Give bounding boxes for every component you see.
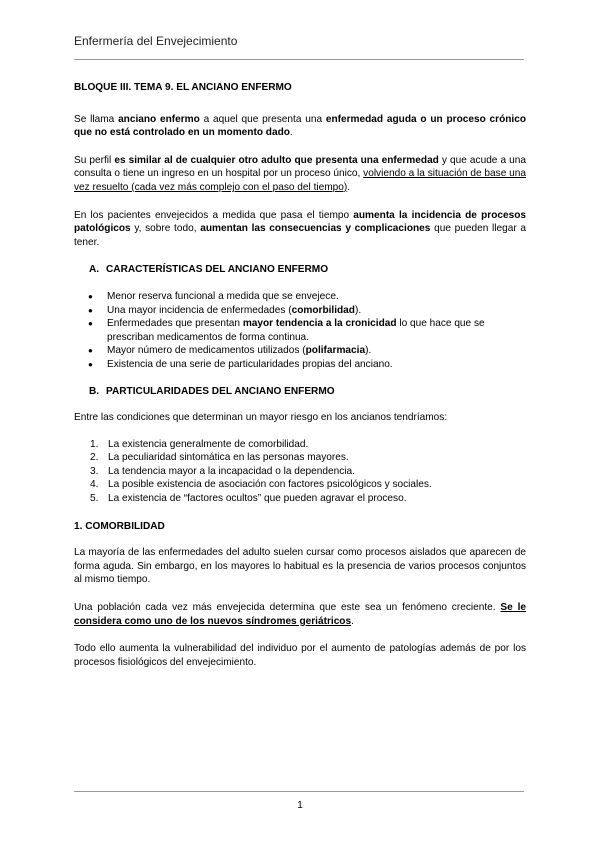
bold-run: enfermedad aguda o un proceso crónico que no está controlado en un momento dado — [74, 113, 527, 139]
section-heading-b — [74, 385, 526, 399]
paragraph-risk-intro: Entre las condiciones que determinan un mayor riesgo en los ancianos tendríamos: — [74, 412, 448, 424]
list-item-text: La peculiaridad sintomática en las personas mayores. — [108, 452, 349, 464]
paragraph-population — [74, 601, 526, 628]
list-item — [74, 438, 526, 452]
text-run: Una población cada vez más envejecida determina que este sea un fenómeno creciente. — [74, 602, 501, 614]
list-item — [74, 344, 526, 358]
list-item — [74, 478, 526, 492]
text-run: y, sobre todo, — [130, 223, 201, 235]
list-number: 3. — [90, 465, 99, 477]
list-item — [74, 465, 526, 479]
section-heading-1: 1. COMORBILIDAD — [74, 520, 165, 532]
list-item-text: Existencia de una serie de particularidades propias del anciano. — [107, 358, 393, 370]
page-number: 1 — [297, 800, 303, 811]
text-run: . — [351, 615, 354, 627]
text-run: ). — [365, 345, 372, 357]
text-run: lo que hace que se prescriban medicamentos de forma continua. — [107, 318, 485, 343]
paragraph-incidence — [74, 209, 526, 250]
bold-run: aumentan las consecuencias y complicaciones — [200, 223, 431, 235]
bold-run: es similar al de cualquier otro adulto que presenta una enfermedad — [114, 154, 439, 166]
text-run: En los pacientes envejecidos a medida que pasa el tiempo — [74, 209, 354, 221]
list-number: 2. — [90, 452, 99, 464]
text-run: que pueden llegar a tener. — [74, 223, 526, 248]
footer-rule — [74, 791, 524, 792]
list-item-text: La existencia de “factores ocultos” que pueden agravar el proceso. — [108, 493, 407, 505]
running-header: Enfermería del Envejecimiento — [74, 34, 238, 48]
characteristics-list — [74, 290, 526, 372]
section-heading-a — [74, 263, 526, 277]
document-body — [74, 81, 526, 669]
paragraph-profile — [74, 154, 526, 195]
list-item-text: La tendencia mayor a la incapacidad o la dependencia. — [108, 465, 355, 477]
text-run: a aquel que presenta una — [199, 113, 326, 125]
section-title: CARACTERÍSTICAS DEL ANCIANO ENFERMO — [106, 264, 329, 276]
header-rule — [74, 59, 524, 60]
bold-run: comorbilidad — [291, 304, 355, 316]
list-item — [74, 304, 526, 318]
list-item — [74, 451, 526, 465]
list-item — [74, 290, 526, 304]
bold-run: aumenta la incidencia de procesos patológicos — [74, 209, 526, 235]
list-item — [74, 492, 526, 506]
bold-underlined-run: Se le considera como uno de los nuevos síndromes geriátricos — [74, 602, 526, 627]
list-item — [74, 317, 526, 344]
bold-run: polifarmacia — [305, 345, 366, 357]
list-number: 1. — [90, 438, 99, 450]
list-item — [74, 358, 526, 372]
list-item-text: La posible existencia de asociación con factores psicológicos y sociales. — [108, 479, 432, 491]
text-run: y que acude a una consulta o tiene un ingreso en un hospital por un proceso único, — [74, 154, 526, 180]
list-number: 5. — [90, 493, 99, 505]
section-title: PARTICULARIDADES DEL ANCIANO ENFERMO — [106, 385, 335, 397]
text-run: . — [347, 181, 351, 193]
list-item-text: La existencia generalmente de comorbilidad. — [108, 438, 309, 450]
section-letter: B. — [89, 385, 100, 397]
text-run: . — [289, 127, 293, 139]
paragraph-vulnerability: Todo ello aumenta la vulnerabilidad del individuo por el aumento de patologías además de por los procesos fisiológicos del envejecimiento. — [74, 643, 526, 668]
underlined-run: volviendo a la situación de base una vez resuelto (cada vez más complejo con el paso del tiempo) — [74, 168, 526, 193]
section-letter: A. — [89, 264, 100, 276]
text-run: Su perfil — [74, 154, 115, 166]
text-run: Mayor número de medicamentos utilizados ( — [107, 345, 306, 357]
list-item-text: Menor reserva funcional a medida que se envejece. — [107, 290, 339, 302]
text-run: ). — [354, 304, 362, 316]
text-run: Enfermedades que presentan — [107, 318, 243, 330]
paragraph-definition — [74, 113, 526, 140]
list-number: 4. — [90, 479, 99, 491]
risk-conditions-list — [74, 438, 526, 506]
text-run: Una mayor incidencia de enfermedades ( — [107, 304, 292, 316]
document-title: BLOQUE III. TEMA 9. EL ANCIANO ENFERMO — [74, 82, 292, 93]
bold-run: mayor tendencia a la cronicidad — [242, 318, 397, 330]
bold-run: anciano enfermo — [118, 113, 200, 125]
text-run: Se llama — [74, 113, 119, 125]
paragraph-comorbidity: La mayoría de las enfermedades del adulto suelen cursar como procesos aislados que aparecen de forma aguda. Sin embargo, en los mayores lo habitual es la presencia de varios procesos conjuntos al mismo tiempo. — [74, 547, 526, 586]
